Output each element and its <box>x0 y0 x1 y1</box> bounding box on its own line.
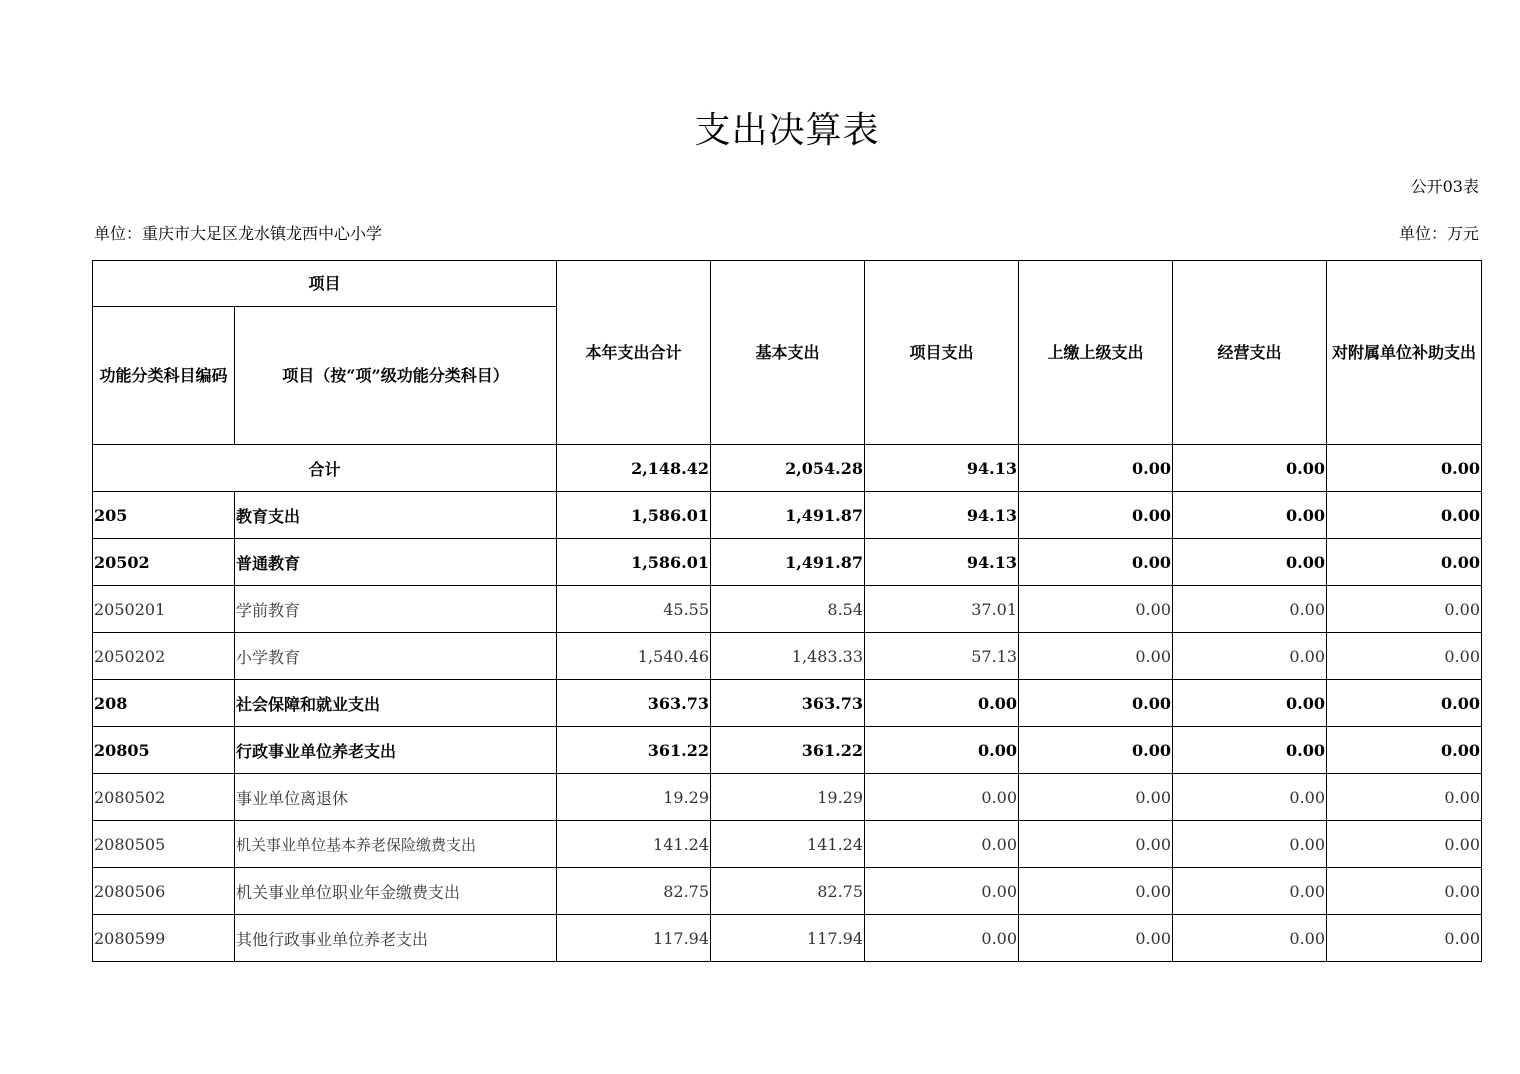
value-cell: 361.22 <box>557 727 711 774</box>
value-cell: 0.00 <box>1019 539 1173 586</box>
value-cell: 0.00 <box>1327 680 1482 727</box>
value-cell: 0.00 <box>1173 915 1327 962</box>
code-cell: 208 <box>93 680 235 727</box>
value-cell: 1,491.87 <box>711 492 865 539</box>
value-cell: 1,483.33 <box>711 633 865 680</box>
table-row <box>93 680 1482 727</box>
table-row <box>93 868 1482 915</box>
value-cell: 0.00 <box>1019 633 1173 680</box>
value-cell: 0.00 <box>1173 821 1327 868</box>
value-cell: 0.00 <box>1173 633 1327 680</box>
value-cell: 94.13 <box>865 492 1019 539</box>
code-cell: 2050201 <box>93 586 235 633</box>
header-subsidiary: 对附属单位补助支出 <box>1327 261 1482 445</box>
code-cell: 205 <box>93 492 235 539</box>
page-title: 支出决算表 <box>694 110 880 151</box>
value-cell: 1,586.01 <box>557 492 711 539</box>
value-cell: 82.75 <box>711 868 865 915</box>
value-cell: 0.00 <box>1173 586 1327 633</box>
value-cell: 0.00 <box>1173 774 1327 821</box>
value-cell: 0.00 <box>1173 492 1327 539</box>
total-row <box>93 445 1482 492</box>
value-cell: 0.00 <box>1173 539 1327 586</box>
header-upper: 上缴上级支出 <box>1019 261 1173 445</box>
total-cell: 0.00 <box>1327 445 1482 492</box>
value-cell: 19.29 <box>711 774 865 821</box>
item-name-cell: 学前教育 <box>235 586 557 633</box>
item-name-cell: 机关事业单位职业年金缴费支出 <box>235 868 557 915</box>
header-basic: 基本支出 <box>711 261 865 445</box>
code-cell: 2080506 <box>93 868 235 915</box>
value-cell: 0.00 <box>1327 727 1482 774</box>
value-cell: 363.73 <box>557 680 711 727</box>
total-cell: 2,148.42 <box>557 445 711 492</box>
header-code: 功能分类科目编码 <box>93 307 235 445</box>
value-cell: 0.00 <box>1019 727 1173 774</box>
value-cell: 0.00 <box>1173 680 1327 727</box>
value-cell: 37.01 <box>865 586 1019 633</box>
header-project-expenditure: 项目支出 <box>865 261 1019 445</box>
table-row <box>93 915 1482 962</box>
form-number: 公开03表 <box>1410 177 1479 196</box>
value-cell: 1,491.87 <box>711 539 865 586</box>
code-cell: 2080502 <box>93 774 235 821</box>
total-cell: 0.00 <box>1019 445 1173 492</box>
value-cell: 363.73 <box>711 680 865 727</box>
table-row <box>93 586 1482 633</box>
table-row <box>93 492 1482 539</box>
value-cell: 0.00 <box>1327 868 1482 915</box>
value-cell: 82.75 <box>557 868 711 915</box>
code-cell: 2080599 <box>93 915 235 962</box>
value-cell: 117.94 <box>711 915 865 962</box>
header-project: 项目 <box>93 261 557 307</box>
value-cell: 0.00 <box>1327 539 1482 586</box>
value-cell: 0.00 <box>1173 868 1327 915</box>
value-cell: 0.00 <box>1019 821 1173 868</box>
value-cell: 0.00 <box>1327 586 1482 633</box>
value-cell: 0.00 <box>865 680 1019 727</box>
value-cell: 0.00 <box>1019 868 1173 915</box>
value-cell: 0.00 <box>1327 821 1482 868</box>
total-label: 合计 <box>93 445 557 492</box>
value-cell: 57.13 <box>865 633 1019 680</box>
value-cell: 1,540.46 <box>557 633 711 680</box>
item-name-cell: 事业单位离退休 <box>235 774 557 821</box>
value-cell: 0.00 <box>865 821 1019 868</box>
value-cell: 0.00 <box>865 915 1019 962</box>
value-cell: 117.94 <box>557 915 711 962</box>
header-total: 本年支出合计 <box>557 261 711 445</box>
item-name-cell: 小学教育 <box>235 633 557 680</box>
item-name-cell: 社会保障和就业支出 <box>235 680 557 727</box>
value-cell: 141.24 <box>557 821 711 868</box>
total-cell: 0.00 <box>1173 445 1327 492</box>
value-cell: 0.00 <box>1019 915 1173 962</box>
value-cell: 0.00 <box>1327 915 1482 962</box>
item-name-cell: 普通教育 <box>235 539 557 586</box>
value-cell: 0.00 <box>1327 492 1482 539</box>
item-name-cell: 行政事业单位养老支出 <box>235 727 557 774</box>
value-cell: 0.00 <box>865 774 1019 821</box>
table-row <box>93 774 1482 821</box>
code-cell: 20805 <box>93 727 235 774</box>
item-name-cell: 其他行政事业单位养老支出 <box>235 915 557 962</box>
table-row <box>93 821 1482 868</box>
expenditure-table <box>92 260 1482 962</box>
item-name-cell: 教育支出 <box>235 492 557 539</box>
total-cell: 2,054.28 <box>711 445 865 492</box>
code-cell: 20502 <box>93 539 235 586</box>
unit-currency: 单位：万元 <box>1398 224 1479 243</box>
header-business: 经营支出 <box>1173 261 1327 445</box>
table-row <box>93 727 1482 774</box>
value-cell: 0.00 <box>1019 492 1173 539</box>
value-cell: 361.22 <box>711 727 865 774</box>
value-cell: 0.00 <box>865 727 1019 774</box>
value-cell: 0.00 <box>1327 633 1482 680</box>
value-cell: 45.55 <box>557 586 711 633</box>
value-cell: 19.29 <box>557 774 711 821</box>
value-cell: 0.00 <box>1327 774 1482 821</box>
table-row <box>93 539 1482 586</box>
value-cell: 0.00 <box>1019 680 1173 727</box>
value-cell: 141.24 <box>711 821 865 868</box>
value-cell: 8.54 <box>711 586 865 633</box>
item-name-cell: 机关事业单位基本养老保险缴费支出 <box>235 821 557 868</box>
value-cell: 94.13 <box>865 539 1019 586</box>
total-cell: 94.13 <box>865 445 1019 492</box>
table-row <box>93 633 1482 680</box>
unit-organization: 单位：重庆市大足区龙水镇龙西中心小学 <box>94 224 383 243</box>
code-cell: 2050202 <box>93 633 235 680</box>
value-cell: 0.00 <box>1019 586 1173 633</box>
value-cell: 1,586.01 <box>557 539 711 586</box>
header-item: 项目（按“项”级功能分类科目） <box>235 307 557 445</box>
value-cell: 0.00 <box>1173 727 1327 774</box>
code-cell: 2080505 <box>93 821 235 868</box>
value-cell: 0.00 <box>865 868 1019 915</box>
value-cell: 0.00 <box>1019 774 1173 821</box>
